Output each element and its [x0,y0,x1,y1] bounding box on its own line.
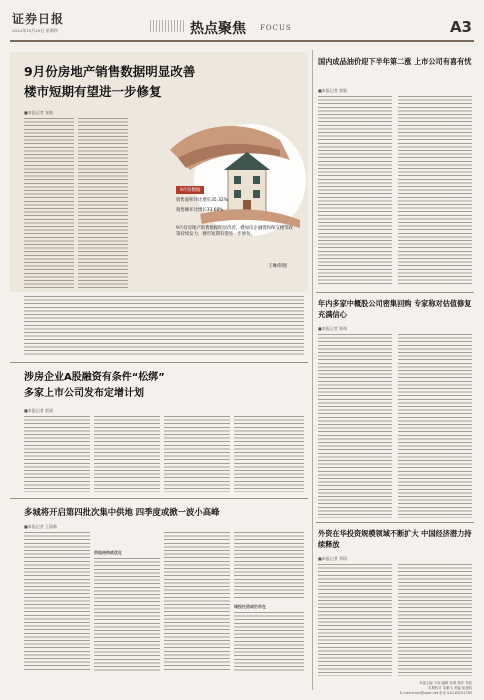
right-top-headline: 国内成品油价迎下半年第二涨 上市公司有喜有忧 [318,57,472,66]
bottom-body-col4-top [234,532,304,600]
footer-line2: 本期校对 宋鹏飞 美编 崔建岐 [428,686,472,690]
stat-sales-value: 销售额环比增长33.68% [176,208,224,213]
bottom-body-col4-bottom [234,612,304,672]
mid-body-col1 [24,416,90,492]
house-hand-illustration [130,110,306,238]
footer-line1: 本版主编 于南 编辑 孙晨 制作 李波 [419,681,472,685]
column-divider [312,50,313,690]
bottom-subhead-2: 城投托底或仍存在 [234,604,266,609]
masthead [0,0,484,44]
lead-headline-line2: 楼市短期有望进一步修复 [24,84,162,99]
right-top-body-col2 [398,96,472,286]
bottom-subhead-1: 供地结构或优化 [94,550,122,555]
issue-date: 2022年10月20日 星期四 [12,28,58,33]
lead-body-continued [24,296,304,356]
bottom-body-col3 [164,532,230,672]
stat-tag: 9月份数据 [176,186,204,194]
right-mid-body-col1 [318,334,392,518]
page-footer [400,681,472,696]
mid-body-col2 [94,416,160,492]
footer-line3: E-mail:zmzx@zqrb.net 电话 010-83251785 [399,691,472,695]
section-title: 热点聚焦 [190,21,246,37]
right-bottom-headline: 外资在华投资规模领域不断扩大 中国经济潜力持续释放 [318,529,472,549]
mid-divider [10,362,308,363]
right-top-byline: ■本报记者 张敏 [318,88,348,93]
lead-body-col2 [78,118,128,288]
mid-byline: ■本报记者 贾丽 [24,408,54,413]
lead-headline-line1: 9月份房地产销售数据明显改善 [24,64,196,79]
right-bottom-byline: ■本报记者 刘琪 [318,556,348,561]
newspaper-logo: 证券日报 [12,12,65,26]
page-number: A3 [449,18,472,36]
stat-sales-area: 销售面积环比增长35.32% [176,198,228,203]
mid-headline-line1: 涉房企业A股融资有条件“松绑” [24,372,165,383]
bottom-divider [10,498,308,499]
right-bottom-body-col2 [398,564,472,676]
bottom-story-headline: 多城将开启第四批次集中供地 四季度或掀一波小高峰 [24,507,220,517]
bottom-byline: ■本报记者 王丽新 [24,524,58,529]
right-bottom-body-col1 [318,564,392,676]
lead-body-col1 [24,118,74,288]
masthead-rule [10,40,474,42]
illustration-credit: 王琳/制图 [268,264,288,269]
lead-byline: ■本报记者 张敏 [24,110,54,115]
right-top-body-col1 [318,96,392,286]
right-divider-2 [316,522,474,523]
mid-story-headline [24,370,165,402]
masthead-ornament [150,20,184,32]
mid-body-col3 [164,416,230,492]
right-mid-byline: ■本报记者 邢萌 [318,326,348,331]
lead-story-headline [24,62,304,102]
bottom-body-col2 [94,558,160,672]
mid-headline-line2: 多家上市公司发布定增计划 [24,388,144,399]
mid-body-col4 [234,416,304,492]
right-mid-body-col2 [398,334,472,518]
illustration-caption: 9月份房地产销售数据明显改善，叠加房企融资和保交楼等政策持续发力，楼市短期有望进一步修复。 [176,226,293,237]
section-subtitle: FOCUS [260,24,292,32]
right-divider-1 [316,292,474,293]
bottom-body-col1 [24,532,90,672]
right-mid-headline: 年内多家中概股公司密集回购 专家称对估值修复充满信心 [318,299,472,319]
